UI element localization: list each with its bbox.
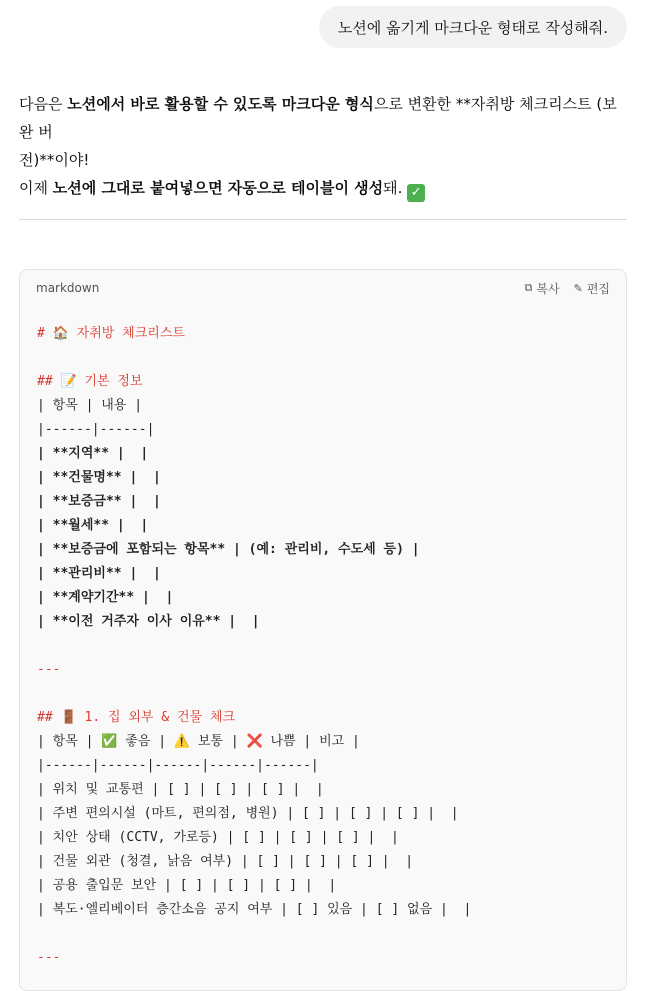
user-message-bubble [319, 6, 627, 48]
code-line: | 항목 | ✅ 좋음 | ⚠️ 보통 | ❌ 나쁨 | 비고 | [37, 734, 360, 749]
code-block [19, 269, 627, 991]
code-line: | **건물명** | | [37, 470, 161, 485]
code-line [37, 346, 616, 370]
code-line: | **관리비** | | [37, 566, 161, 581]
code-line: | 건물 외관 (청결, 낡음 여부) | [ ] | [ ] | [ ] | | [37, 854, 414, 869]
code-line: --- [37, 662, 61, 677]
pencil-icon: ✎ [573, 281, 583, 295]
reply-line-2: 전)**이야! [19, 151, 90, 169]
reply-line-3 [19, 174, 629, 202]
copy-button[interactable] [525, 280, 560, 297]
code-line: ## 🚪 1. 집 외부 & 건물 체크 [37, 710, 236, 725]
reply-bold-text: 노션에서 바로 활용할 수 있도록 마크다운 형식 [67, 95, 374, 113]
reply-text: 돼. [383, 179, 408, 197]
code-line: | **보증금에 포함되는 항목** | (예: 관리비, 수도세 등) | [37, 542, 420, 557]
code-line [37, 682, 616, 706]
edit-button[interactable] [574, 280, 610, 297]
code-line: | 치안 상태 (CCTV, 가로등) | [ ] | [ ] | [ ] | | [37, 830, 399, 845]
code-line: | 공용 출입문 보안 | [ ] | [ ] | [ ] | | [37, 878, 337, 893]
code-line: | 주변 편의시설 (마트, 편의점, 병원) | [ ] | [ ] | [ ] | | [37, 806, 459, 821]
code-line [37, 634, 616, 658]
code-line: | **이전 거주자 이사 이유** | | [37, 614, 260, 629]
code-line: | **계약기간** | | [37, 590, 174, 605]
reply-bold-text: 노션에 그대로 붙여넣으면 자동으로 테이블이 생성 [52, 179, 384, 197]
check-mark-icon: ✓ [407, 184, 425, 202]
code-line: # 🏠 자취방 체크리스트 [37, 326, 185, 341]
code-line: |------|------| [37, 422, 155, 437]
code-line: | 항목 | 내용 | [37, 398, 143, 413]
code-language-label: markdown [36, 281, 100, 295]
user-message-text: 노션에 옮기게 마크다운 형태로 작성해줘. [337, 18, 608, 37]
reply-text: 이제 [19, 179, 53, 197]
code-content [37, 322, 616, 970]
code-line: |------|------|------|------|------| [37, 758, 319, 773]
code-line: --- [37, 950, 61, 965]
reply-text: 다음은 [19, 95, 68, 113]
code-line: | 복도·엘리베이터 층간소음 공지 여부 | [ ] 있음 | [ ] 없음 | | [37, 902, 472, 917]
code-line: | **월세** | | [37, 518, 149, 533]
copy-label: 복사 [536, 281, 560, 296]
code-line: | 위치 및 교통편 | [ ] | [ ] | [ ] | | [37, 782, 324, 797]
assistant-reply [19, 90, 629, 202]
code-line: ## 📝 기본 정보 [37, 374, 143, 389]
code-block-header [20, 270, 626, 306]
edit-label: 편집 [586, 281, 610, 296]
divider [19, 219, 627, 220]
code-line [37, 922, 616, 946]
copy-icon: ⧉ [524, 281, 533, 294]
reply-line-1 [19, 90, 629, 146]
code-line: | **보증금** | | [37, 494, 161, 509]
code-actions [525, 280, 610, 297]
code-line: | **지역** | | [37, 446, 149, 461]
reply-text: 으로 변환한 **자취방 체크리스트 (보완 버 [19, 95, 617, 141]
